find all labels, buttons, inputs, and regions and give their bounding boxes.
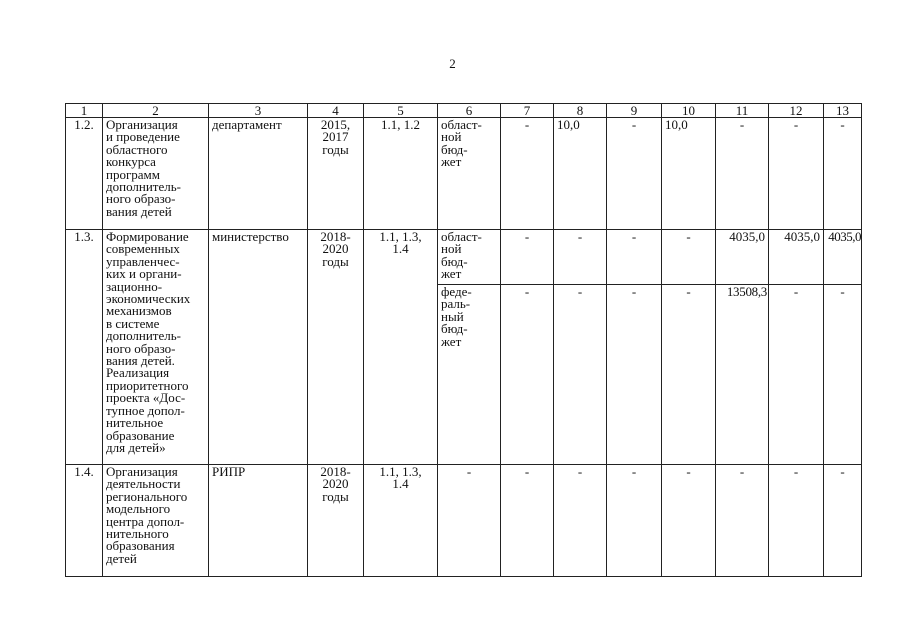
value-cell: - <box>607 285 662 465</box>
value-cell: - <box>662 230 716 285</box>
value-cell: - <box>501 465 554 577</box>
column-number-header: 13 <box>824 104 862 118</box>
value-cell: - <box>824 118 862 230</box>
years: 2018- 2020 годы <box>308 465 364 577</box>
column-number-header: 1 <box>66 104 103 118</box>
column-number-header: 9 <box>607 104 662 118</box>
years: 2015, 2017 годы <box>308 118 364 230</box>
value-cell: - <box>662 465 716 577</box>
column-number-header: 4 <box>308 104 364 118</box>
column-number-header: 2 <box>103 104 209 118</box>
table-row <box>66 230 862 285</box>
executor: министерство <box>209 230 308 465</box>
table-row <box>66 118 862 230</box>
value-cell: - <box>769 118 824 230</box>
value-cell: - <box>607 118 662 230</box>
column-number-header: 12 <box>769 104 824 118</box>
value-cell: 10,0 <box>662 118 716 230</box>
value-cell: - <box>824 285 862 465</box>
value-cell: 4035,0 <box>824 230 862 285</box>
page-number: 2 <box>449 56 456 71</box>
table-header-row <box>66 104 862 118</box>
value-cell: - <box>607 230 662 285</box>
tasks: 1.1, 1.2 <box>364 118 438 230</box>
value-cell: 10,0 <box>554 118 607 230</box>
value-cell: - <box>501 285 554 465</box>
column-number-header: 5 <box>364 104 438 118</box>
value-cell: - <box>716 118 769 230</box>
table-row <box>66 465 862 577</box>
funding-source: - <box>438 465 501 577</box>
column-number-header: 8 <box>554 104 607 118</box>
value-cell: - <box>501 118 554 230</box>
value-cell: - <box>716 465 769 577</box>
value-cell: - <box>554 285 607 465</box>
column-number-header: 6 <box>438 104 501 118</box>
value-cell: 4035,0 <box>716 230 769 285</box>
column-number-header: 10 <box>662 104 716 118</box>
value-cell: - <box>769 465 824 577</box>
funding-source: област- ной бюд- жет <box>438 118 501 230</box>
value-cell: 13508,3 <box>716 285 769 465</box>
column-number-header: 3 <box>209 104 308 118</box>
tasks: 1.1, 1.3, 1.4 <box>364 230 438 465</box>
funding-source: феде- раль- ный бюд- жет <box>438 285 501 465</box>
row-number: 1.3. <box>66 230 103 465</box>
value-cell: - <box>769 285 824 465</box>
activity-name: Формирование современных управленчес- ких и органи- зационно- экономических механизмов в системе дополнитель- ного образо- вания детей. Реализация приоритетного проекта «Дос- тупное допол- нительное образование для детей» <box>103 230 209 465</box>
value-cell: - <box>662 285 716 465</box>
program-activities-table <box>65 103 862 577</box>
activity-name: Организация и проведение областного конкурса программ дополнитель- ного образо- вания детей <box>103 118 209 230</box>
activity-name: Организация деятельности регионального модельного центра допол- нительного образования детей <box>103 465 209 577</box>
value-cell: - <box>501 230 554 285</box>
value-cell: - <box>607 465 662 577</box>
row-number: 1.4. <box>66 465 103 577</box>
value-cell: - <box>554 465 607 577</box>
executor: департамент <box>209 118 308 230</box>
value-cell: - <box>554 230 607 285</box>
column-number-header: 7 <box>501 104 554 118</box>
funding-source: област- ной бюд- жет <box>438 230 501 285</box>
years: 2018- 2020 годы <box>308 230 364 465</box>
value-cell: 4035,0 <box>769 230 824 285</box>
column-number-header: 11 <box>716 104 769 118</box>
executor: РИПР <box>209 465 308 577</box>
value-cell: - <box>824 465 862 577</box>
tasks: 1.1, 1.3, 1.4 <box>364 465 438 577</box>
row-number: 1.2. <box>66 118 103 230</box>
